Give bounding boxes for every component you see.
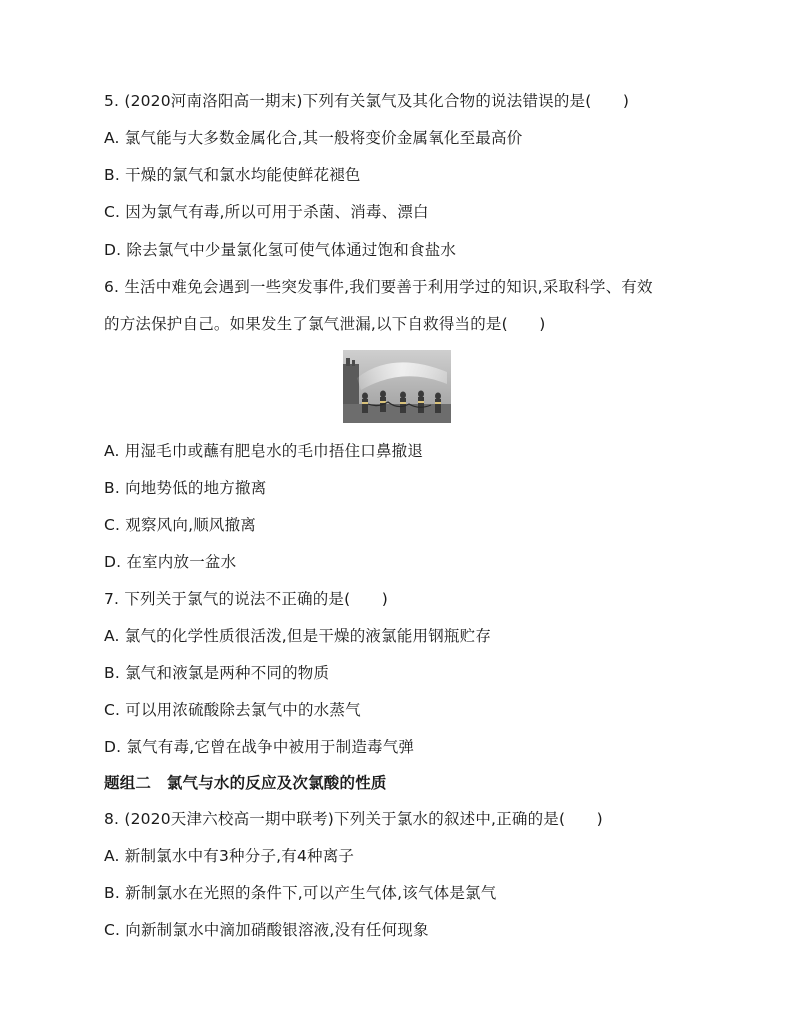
q5-option-a: A. 氯气能与大多数金属化合,其一般将变价金属氧化至最高价 [104,129,523,147]
q6-option-d: D. 在室内放一盆水 [104,553,237,571]
q5-option-d: D. 除去氯气中少量氯化氢可使气体通过饱和食盐水 [104,241,457,259]
chlorine-leak-rescue-photo [343,350,451,423]
q8-option-c: C. 向新制氯水中滴加硝酸银溶液,没有任何现象 [104,921,429,939]
q6-option-c: C. 观察风向,顺风撤离 [104,516,257,534]
q7-option-b: B. 氯气和液氯是两种不同的物质 [104,664,330,682]
q8-option-b: B. 新制氯水在光照的条件下,可以产生气体,该气体是氯气 [104,884,497,902]
q7-option-d: D. 氯气有毒,它曾在战争中被用于制造毒气弹 [104,738,415,756]
q6-stem-line2: 的方法保护自己。如果发生了氯气泄漏,以下自救得当的是( ) [104,315,546,333]
q6-stem-line1: 6. 生活中难免会遇到一些突发事件,我们要善于利用学过的知识,采取科学、有效 [104,278,653,296]
q5-option-c: C. 因为氯气有毒,所以可用于杀菌、消毒、漂白 [104,203,429,221]
q8-stem: 8. (2020天津六校高一期中联考)下列关于氯水的叙述中,正确的是( ) [104,810,603,828]
q6-option-a: A. 用湿毛巾或蘸有肥皂水的毛巾捂住口鼻撤退 [104,442,424,460]
q7-option-a: A. 氯气的化学性质很活泼,但是干燥的液氯能用钢瓶贮存 [104,627,492,645]
q5-stem: 5. (2020河南洛阳高一期末)下列有关氯气及其化合物的说法错误的是( ) [104,92,630,110]
q6-option-b: B. 向地势低的地方撤离 [104,479,267,497]
q8-option-a: A. 新制氯水中有3种分子,有4种离子 [104,847,355,865]
section-heading-group2: 题组二 氯气与水的反应及次氯酸的性质 [104,774,387,792]
q5-option-b: B. 干燥的氯气和氯水均能使鲜花褪色 [104,166,361,184]
q7-option-c: C. 可以用浓硫酸除去氯气中的水蒸气 [104,701,361,719]
q7-stem: 7. 下列关于氯气的说法不正确的是( ) [104,590,389,608]
